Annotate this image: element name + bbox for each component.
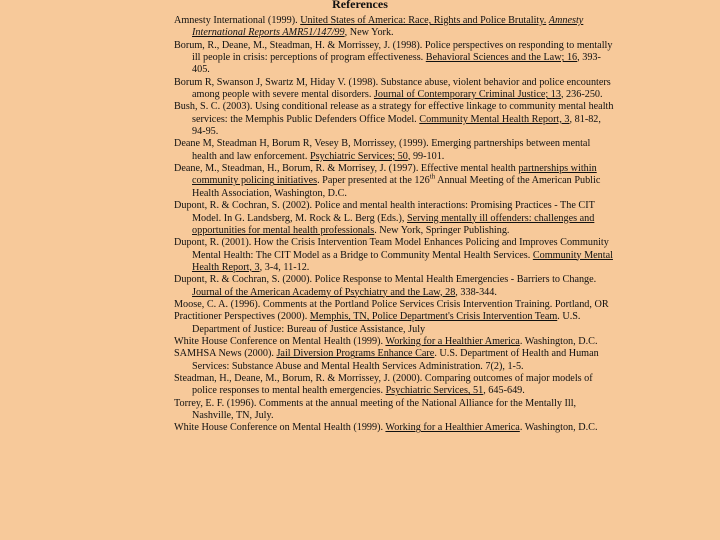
reference-text: Borum, R., Deane, M., Steadman, H. & Morrissey, J. (1998). Police perspectives on responding to mentally ill people in crisis: perceptions of program effectiveness. [174,39,613,64]
reference-text: , 393-405. [192,52,601,76]
reference-text: . Washington, D.C. [519,335,598,347]
reference-text: Dupont, R. & Cochran, S. (2002). Police and mental health interactions: Promising Practices - The CIT Model. In G. Landsberg, M. Rock & L. Berg (Eds.), [174,200,595,224]
reference-text: Borum R, Swanson J, Swartz M, Hiday V. (1998). Substance abuse, violent behavior and police encounters among people with severe mental disorders. [174,76,611,101]
reference-book-title: Serving mentally ill offenders: challenges and opportunities for mental health professionals [192,212,595,236]
reference-text: , 236-250. [560,89,603,101]
reference-entry [174,163,614,200]
reference-entry [174,237,614,274]
reference-text: Deane M, Steadman H, Borum R, Vesey B, Morrissey, (1999). Emerging partnerships between mental health and law enforcement. [174,138,591,162]
superscript: th [429,173,436,182]
reference-text: , 3-4, 11-12. [259,261,310,273]
reference-text: , 99-101. [407,150,445,162]
reference-entry [174,299,614,311]
reference-entry [174,101,614,138]
reference-entry [174,422,614,434]
reference-text: SAMHSA News (2000). [174,348,277,360]
reference-journal: Community Mental Health Report, 3 [192,249,613,273]
reference-text: Steadman, H., Deane, M., Borum, R. & Morrissey, J. (2000). Comparing outcomes of major models of police responses to mental health emergencies. [174,372,593,397]
slide-title: References [332,0,388,11]
reference-entry [174,40,614,77]
reference-text: , 81-82, 94-95. [192,113,601,138]
reference-journal: Behavioral Sciences and the Law; 16 [425,52,578,64]
reference-title: Working for a Healthier America [385,422,520,434]
reference-text: Annual Meeting of the American Public Health Association, Washington, D.C. [192,175,601,199]
reference-text: Bush, S. C. (2003). Using conditional release as a strategy for effective linkage to community mental health services: the Memphis Public Defenders Office Model. [174,101,614,125]
reference-entry [174,373,614,398]
reference-journal: Journal of Contemporary Criminal Justice; 13 [373,89,561,101]
reference-entry [174,348,614,373]
reference-entry [174,15,614,40]
reference-text: Amnesty International (1999). [174,15,301,26]
reference-journal: Psychiatric Services; 50 [309,150,408,162]
reference-title: Jail Diversion Programs Enhance Care [276,348,435,360]
reference-entry [174,274,614,299]
reference-journal: Community Mental Health Report, 3 [419,113,570,125]
reference-text: Deane, M., Steadman, H., Borum, R. & Morrisey, J. (1997). Effective mental health [174,163,519,175]
reference-entry [174,200,614,237]
reference-journal: Psychiatric Services, 51 [385,385,484,397]
reference-text: Practitioner Perspectives (2000). [174,311,310,323]
reference-text: . U.S. Department of Justice: Bureau of Justice Assistance, July [192,311,581,335]
reference-entry [174,138,614,163]
reference-text: . New York, Springer Publishing. [374,224,510,236]
reference-entry [174,77,614,102]
reference-text: Torrey, E. F. (1996). Comments at the annual meeting of the National Alliance for the Mentally Ill, Nashville, TN, July. [174,397,577,421]
reference-journal: Journal of the American Academy of Psychiatry and the Law, 28 [192,286,456,298]
reference-entry [174,398,614,423]
reference-title: United States of America: Race, Rights and Police Brutality. [300,15,547,26]
reference-text: White House Conference on Mental Health (1999). [174,422,386,434]
reference-report: Amnesty International Reports AMR51/147/99 [192,15,584,39]
reference-text: , 645-649. [483,385,525,397]
reference-title: Memphis, TN, Police Department's Crisis Intervention Team [309,311,558,323]
reference-list [174,15,614,435]
reference-text: , New York. [344,27,394,39]
reference-text: . Paper presented at the 126 [317,175,430,187]
reference-text: Dupont, R. & Cochran, S. (2000). Police Response to Mental Health Emergencies - Barriers to Change. [174,274,597,286]
reference-text: Dupont, R. (2001). How the Crisis Intervention Team Model Enhances Policing and Improves Community Mental Health: The CIT Model as a Bridge to Community Mental Health Services. [174,237,609,261]
reference-text: . Washington, D.C. [519,422,598,434]
reference-text: Moose, C. A. (1996). Comments at the Portland Police Services Crisis Intervention Training. Portland, OR [174,298,609,310]
reference-entry [174,336,614,348]
reference-entry [174,311,614,336]
reference-title: Working for a Healthier America [385,335,520,347]
reference-text: . U.S. Department of Health and Human Services: Substance Abuse and Mental Health Services Administration. 7(2), 1-5. [192,348,599,372]
reference-text: White House Conference on Mental Health (1999). [174,335,386,347]
reference-text: , 338-344. [455,286,497,298]
reference-title: partnerships within community policing initiatives [192,163,597,187]
